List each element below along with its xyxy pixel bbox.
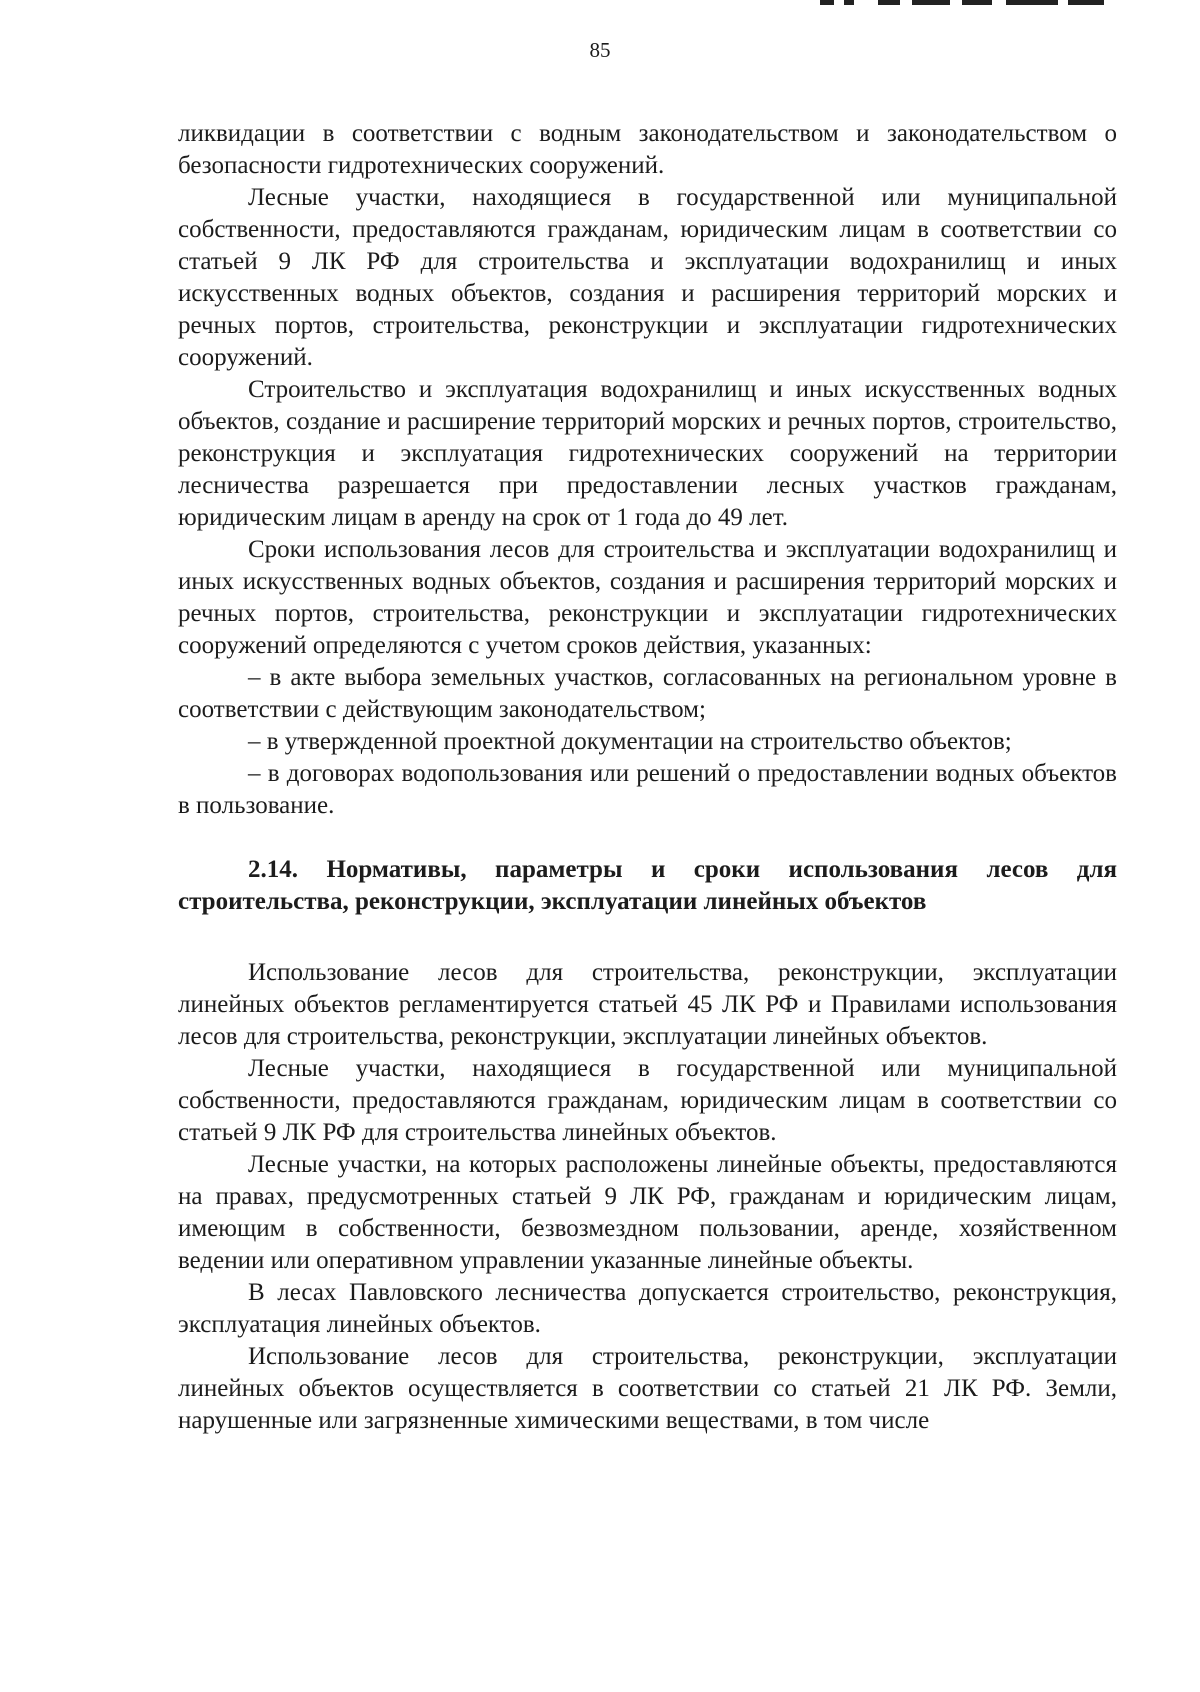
scan-edge-marks	[820, 0, 1120, 6]
paragraph: Лесные участки, находящиеся в государственной или муниципальной собственности, предоставляются гражданам, юридическим лицам в соответствии со статьей 9 ЛК РФ для строительства линейных объектов.	[178, 1055, 1117, 1146]
section-heading: 2.14. Нормативы, параметры и сроки использования лесов для строительства, реконструкции, эксплуатации линейных объектов	[178, 856, 1117, 915]
page-number: 85	[589, 38, 611, 62]
document-body	[178, 118, 1117, 1437]
paragraph: Лесные участки, на которых расположены линейные объекты, предоставляются на правах, предусмотренных статьей 9 ЛК РФ, гражданам и юридическим лицам, имеющим в собственности, безвозмездном пользовании, аренде, хозяйственном ведении или оперативном управлении указанные линейные объекты.	[178, 1151, 1117, 1274]
paragraph: Использование лесов для строительства, реконструкции, эксплуатации линейных объектов регламентируется статьей 45 ЛК РФ и Правилами использования лесов для строительства, реконструкции, эксплуатации линейных объектов.	[178, 959, 1117, 1050]
list-item: – в договорах водопользования или решений о предоставлении водных объектов в пользование.	[178, 760, 1117, 819]
paragraph: Строительство и эксплуатация водохранилищ и иных искусственных водных объектов, создание и расширение территорий морских и речных портов, строительство, реконструкция и эксплуатация гидротехнических сооружений на территории лесничества разрешается при предоставлении лесных участков гражданам, юридическим лицам в аренду на срок от 1 года до 49 лет.	[178, 376, 1117, 531]
list-item: – в утвержденной проектной документации на строительство объектов;	[248, 728, 1012, 755]
paragraph: Использование лесов для строительства, реконструкции, эксплуатации линейных объектов осуществляется в соответствии со статьей 21 ЛК РФ. Земли, нарушенные или загрязненные химическими веществами, в том числе	[178, 1343, 1117, 1434]
paragraph: Лесные участки, находящиеся в государственной или муниципальной собственности, предоставляются гражданам, юридическим лицам в соответствии со статьей 9 ЛК РФ для строительства и эксплуатации водохранилищ и иных искусственных водных объектов, создания и расширения территорий морских и речных портов, строительства, реконструкции и эксплуатации гидротехнических сооружений.	[178, 184, 1117, 371]
paragraph: Сроки использования лесов для строительства и эксплуатации водохранилищ и иных искусственных водных объектов, создания и расширения территорий морских и речных портов, строительства, реконструкции и эксплуатации гидротехнических сооружений определяются с учетом сроков действия, указанных:	[178, 536, 1117, 659]
paragraph: ликвидации в соответствии с водным законодательством и законодательством о безопасности гидротехнических сооружений.	[178, 120, 1117, 179]
list-item: – в акте выбора земельных участков, согласованных на региональном уровне в соответствии с действующим законодательством;	[178, 664, 1117, 723]
paragraph: В лесах Павловского лесничества допускается строительство, реконструкция, эксплуатация линейных объектов.	[178, 1279, 1117, 1338]
